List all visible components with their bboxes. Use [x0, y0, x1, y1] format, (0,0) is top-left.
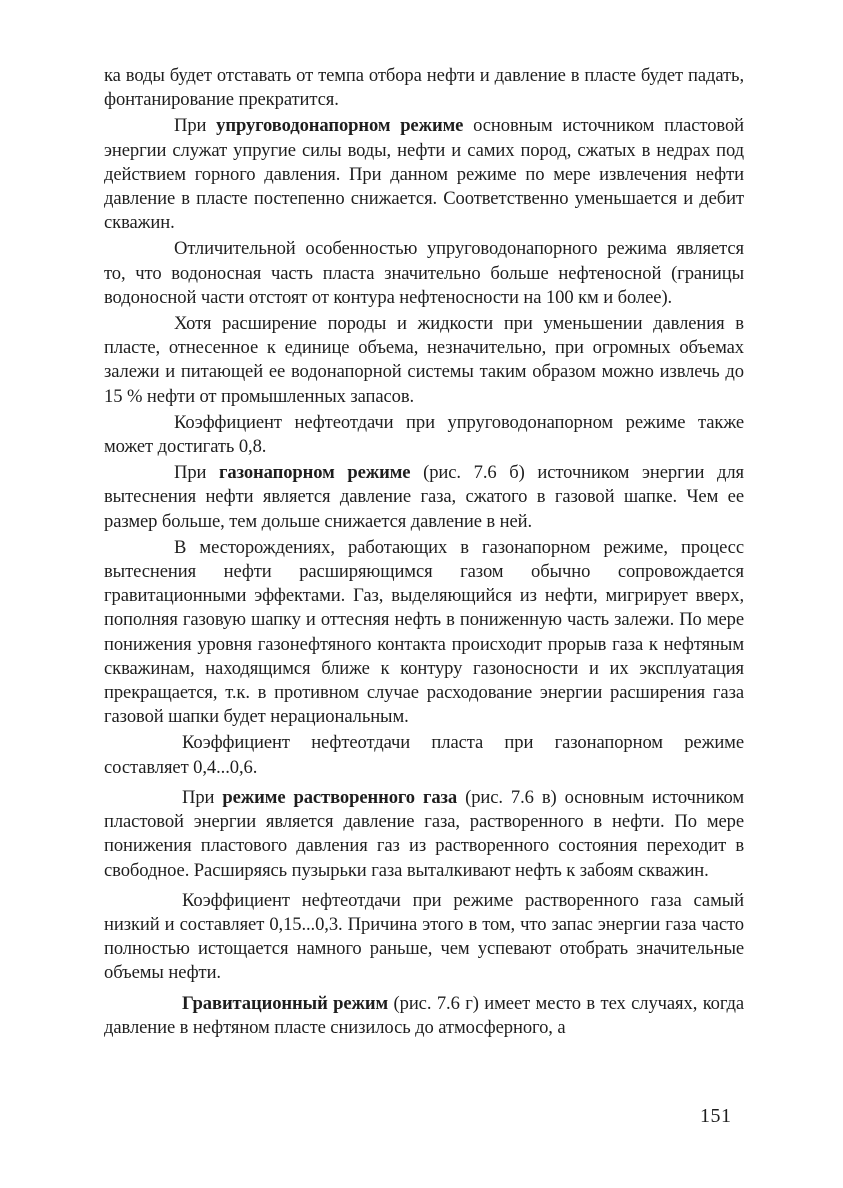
paragraph-4 — [104, 312, 744, 409]
paragraph-11-text: (рис. 7.6 г) имеет место в тех случаях, когда давление в нефтяном пласте снизилось до атмосферного, а — [104, 992, 744, 1038]
paragraph-7 — [104, 536, 744, 730]
paragraph-9 — [104, 786, 744, 883]
paragraph-5 — [104, 411, 744, 459]
paragraph-6-lead: При — [174, 462, 220, 484]
paragraph-4-text: Хотя расширение породы и жидкости при уменьшении давления в пласте, отнесенное к единице объема, незначительно, при огромных объемах залежи и питающей ее водонапорной системы таким образом можно извлечь до 15 % нефти от промышленных запасов. — [104, 313, 744, 407]
term-solution-gas-drive: режиме растворенного газа — [222, 786, 458, 808]
paragraph-1-text: ка воды будет отставать от темпа отбора нефти и давление в пласте будет падать, фонтанирование прекратится. — [104, 65, 744, 111]
paragraph-3-text: Отличительной особенностью упруговодонапорного режима является то, что водоносная часть пласта значительно больше нефтеносной (границы водоносной части отстоят от контура нефтеносности на 100 км и более). — [104, 238, 744, 308]
page-number: 151 — [700, 1105, 732, 1127]
paragraph-8-text: Коэффициент нефтеотдачи пласта при газонапорном режиме составляет 0,4...0,6. — [104, 732, 744, 778]
body-text — [104, 64, 744, 1040]
paragraph-3 — [104, 237, 744, 310]
paragraph-6 — [104, 461, 744, 534]
paragraph-10-text: Коэффициент нефтеотдачи при режиме растворенного газа самый низкий и составляет 0,15...0,3. Причина этого в том, что запас энергии газа часто полностью истощается намного раньше, чем успевают отобрать значительные объемы нефти. — [104, 889, 744, 984]
paragraph-2-text: основным источником пластовой энергии служат упругие силы воды, нефти и самих пород, сжатых в недрах под действием горного давления. При данном режиме по мере извлечения нефти давление в пласте постепенно снижается. Соответственно уменьшается и дебит скважин. — [104, 115, 744, 234]
paragraph-5-text: Коэффициент нефтеотдачи при упруговодонапорном режиме также может достигать 0,8. — [104, 411, 744, 458]
paragraph-9-text: (рис. 7.6 в) основным источником пластовой энергии является давление газа, растворенного в нефти. По мере понижения пластового давления газ из растворенного состояния переходит в свободное. Расширяясь пузырьки газа выталкивают нефть к забоям скважин. — [104, 786, 745, 881]
term-elastic-water-drive: упруговодонапорном режиме — [216, 115, 464, 137]
paragraph-10 — [104, 889, 744, 986]
paragraph-6-text: (рис. 7.6 б) источником энергии для вытеснения нефти является давление газа, сжатого в газовой шапке. Чем ее размер больше, тем дольше снижается давление в ней. — [104, 462, 744, 532]
paragraph-7-text: В месторождениях, работающих в газонапорном режиме, процесс вытеснения нефти расширяющимся газом обычно сопровождается гравитационными эффектами. Газ, выделяющийся из нефти, мигрирует вверх, пополняя газовую шапку и оттесняя нефть в пониженную часть залежи. По мере понижения уровня газонефтяного контакта происходит прорыв газа к нефтяным скважинам, находящимся ближе к контуру газоносности и их эксплуатация прекращается, т.к. в противном случае расходование энергии расширения газа газовой шапки будет нерациональным. — [104, 536, 744, 728]
paragraph-1 — [104, 64, 744, 112]
term-gas-cap-drive: газонапорном режиме — [219, 462, 411, 484]
paragraph-8 — [104, 731, 744, 779]
paragraph-2-lead: При — [174, 115, 217, 137]
paragraph-9-lead: При — [182, 786, 223, 808]
paragraph-11 — [104, 992, 744, 1040]
paragraph-2 — [104, 114, 744, 235]
term-gravity-drive: Гравитационный режим — [182, 992, 389, 1014]
